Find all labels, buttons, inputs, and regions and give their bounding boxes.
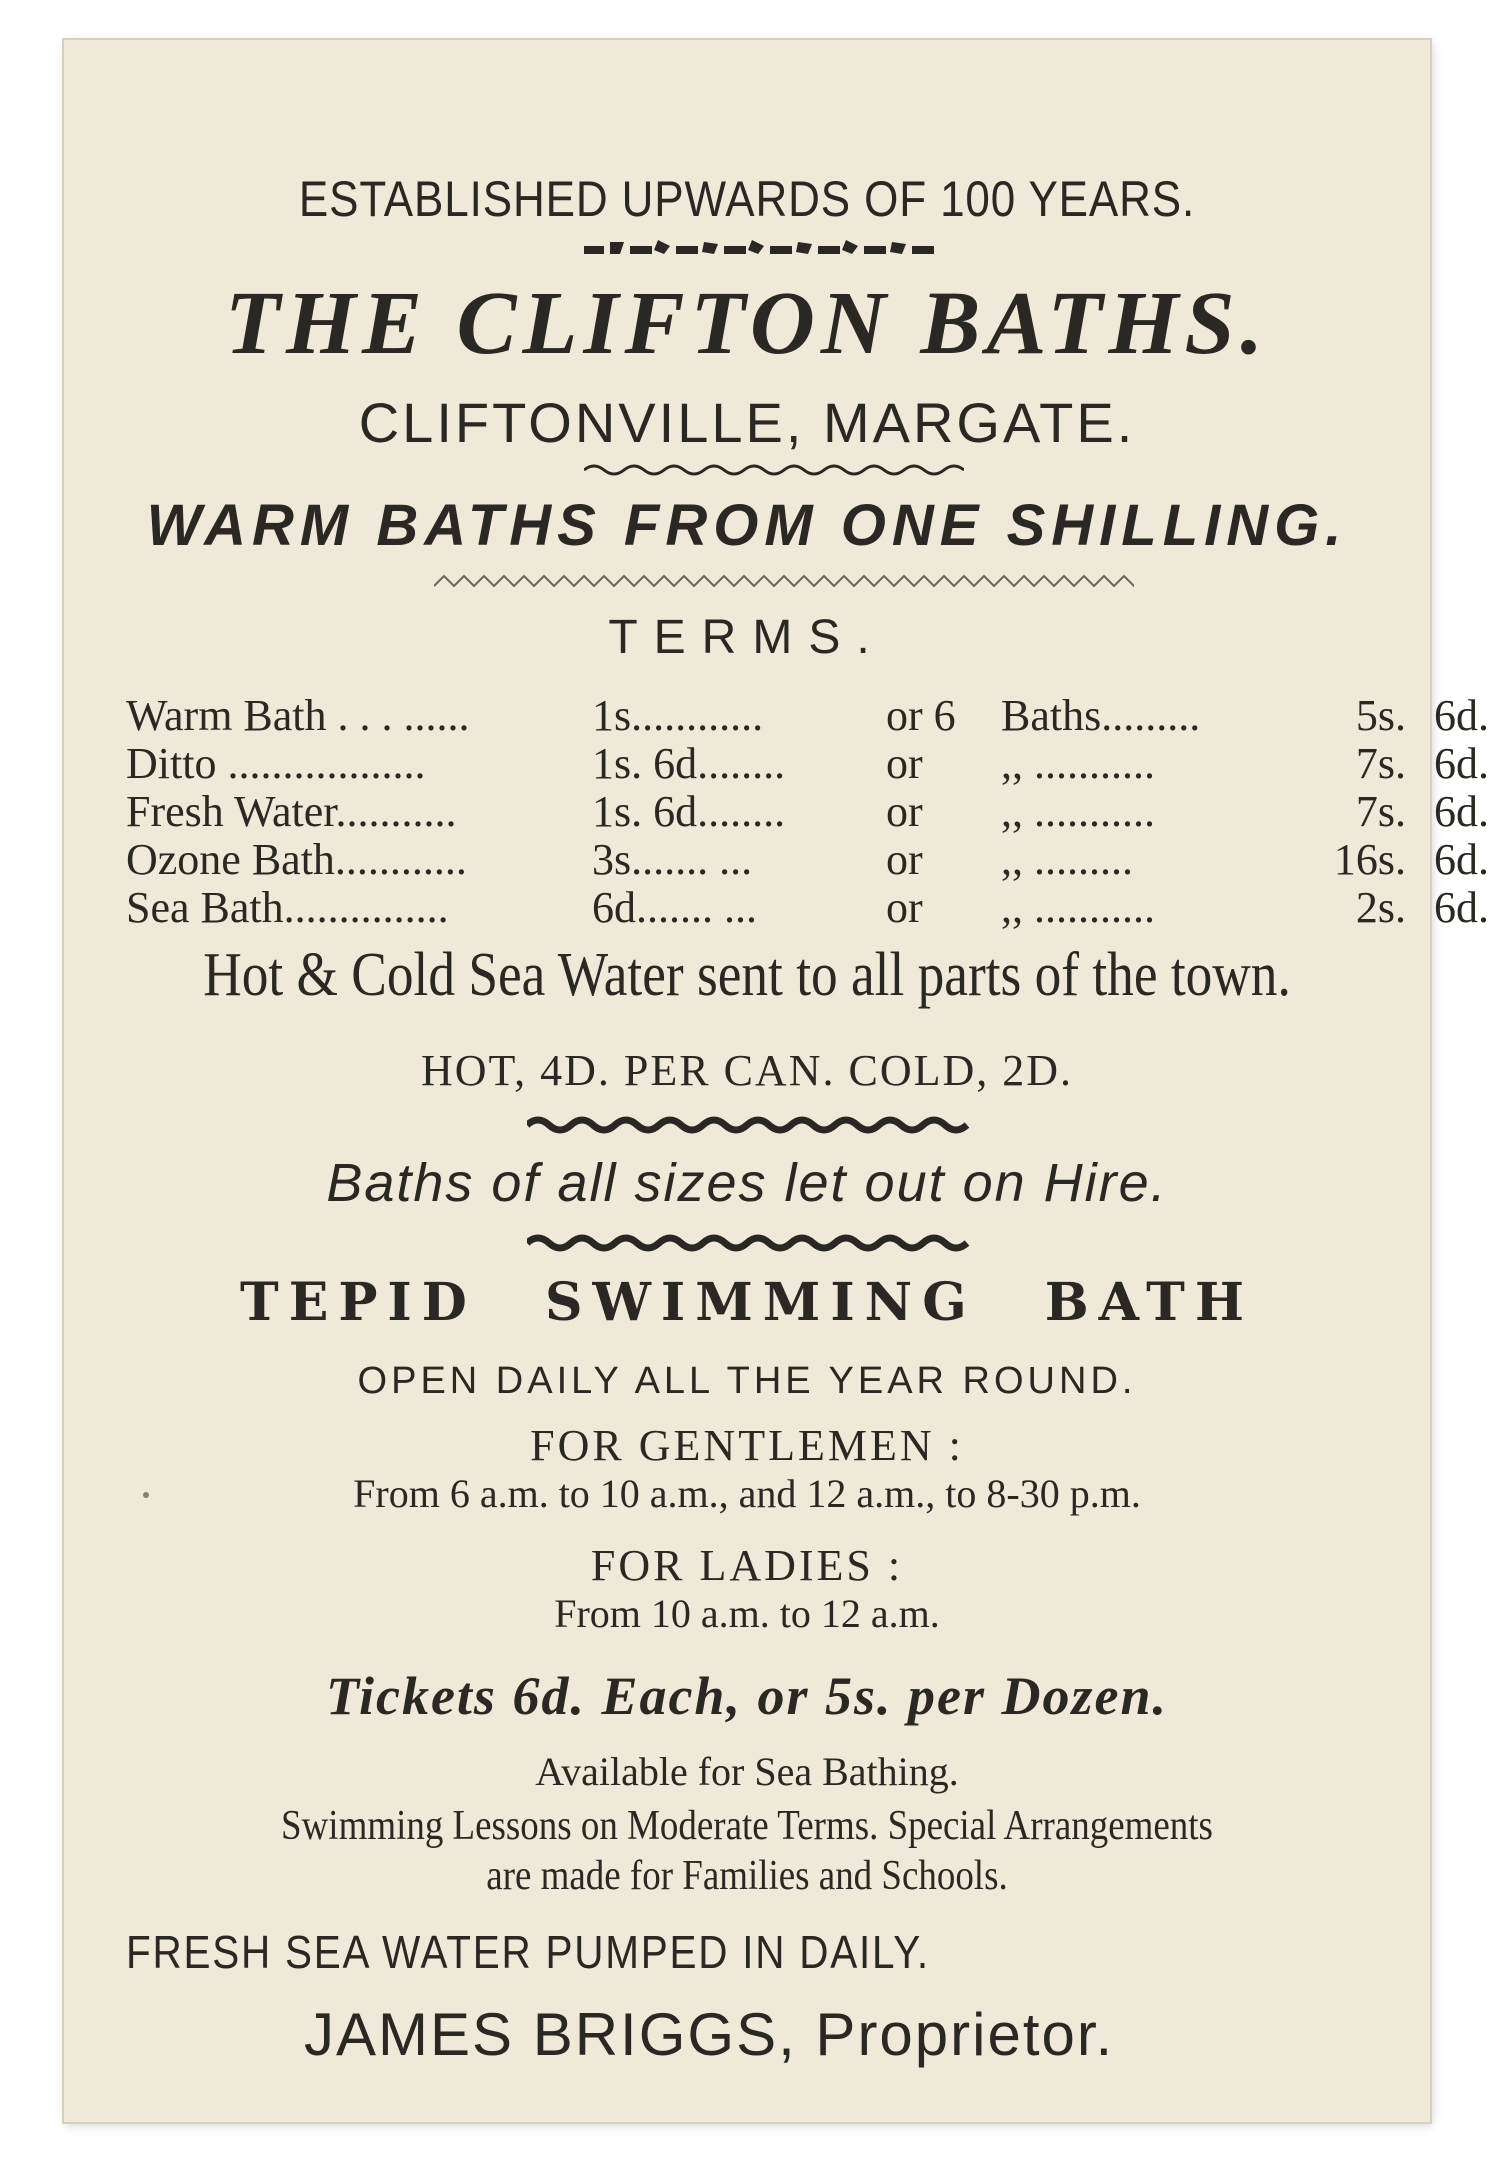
terms-label: Fresh Water...........	[126, 787, 457, 836]
location-line: CLIFTONVILLE, MARGATE.	[358, 391, 1136, 454]
terms-total: 2s.	[1355, 883, 1406, 932]
swimming-heading: TEPID SWIMMING BATH	[240, 1272, 1254, 1333]
business-title: THE CLIFTON BATHS.	[224, 274, 1270, 373]
terms-label: Ozone Bath............	[126, 835, 467, 884]
established-line: ESTABLISHED UPWARDS OF 100 YEARS.	[298, 171, 1196, 227]
terms-pence: 6d.	[1434, 835, 1489, 884]
ornament-band-icon	[584, 236, 944, 262]
ladies-heading: FOR LADIES :	[590, 1541, 904, 1590]
open-daily-line: OPEN DAILY ALL THE YEAR ROUND.	[357, 1360, 1137, 1402]
terms-pence: 6d.	[1434, 739, 1489, 788]
lessons-line-2: are made for Families and Schools.	[486, 1853, 1008, 1899]
terms-row	[126, 834, 1489, 884]
available-line: Available for Sea Bathing.	[535, 1749, 959, 1794]
terms-label: Ditto ..................	[126, 739, 426, 788]
gentlemen-times: From 6 a.m. to 10 a.m., and 12 a.m., to 8-30 p.m.	[353, 1471, 1141, 1516]
terms-heading: TERMS.	[608, 611, 886, 664]
terms-or: or	[886, 835, 923, 884]
terms-label: Sea Bath...............	[126, 883, 449, 932]
lessons-line-1: Swimming Lessons on Moderate Terms. Special Arrangements	[281, 1803, 1213, 1849]
terms-price: 1s. 6d........	[592, 739, 786, 788]
terms-or: or	[886, 883, 923, 932]
sea-water-headline: Hot & Cold Sea Water sent to all parts of the town.	[203, 941, 1291, 1009]
terms-price: 1s. 6d........	[592, 787, 786, 836]
ladies-times: From 10 a.m. to 12 a.m.	[554, 1591, 940, 1636]
terms-baths: ,, ...........	[1001, 787, 1155, 836]
wavy-rule-icon	[584, 460, 964, 480]
terms-baths: ,, .........	[1001, 835, 1133, 884]
tickets-line: Tickets 6d. Each, or 5s. per Dozen.	[326, 1666, 1168, 1726]
terms-baths: Baths.........	[1001, 691, 1201, 740]
terms-or: or	[886, 787, 923, 836]
terms-total: 7s.	[1355, 787, 1406, 836]
terms-pence: 6d.	[1434, 691, 1489, 740]
wave-rule-icon	[527, 1114, 977, 1136]
terms-price: 6d....... ...	[592, 883, 757, 932]
terms-baths: ,, ...........	[1001, 739, 1155, 788]
terms-pence: 6d.	[1434, 787, 1489, 836]
fresh-water-line: FRESH SEA WATER PUMPED IN DAILY.	[126, 1926, 930, 1978]
advertising-card	[64, 40, 1489, 2122]
proprietor-line: JAMES BRIGGS, Proprietor.	[304, 2001, 1115, 2068]
terms-or: or 6	[886, 691, 956, 740]
terms-price: 1s............	[592, 691, 764, 740]
terms-or: or	[886, 739, 923, 788]
terms-total: 16s.	[1333, 835, 1406, 884]
terms-row	[126, 882, 1489, 932]
terms-row	[126, 786, 1489, 836]
terms-total: 7s.	[1355, 739, 1406, 788]
zigzag-rule-icon	[434, 572, 1134, 590]
terms-pence: 6d.	[1434, 883, 1489, 932]
terms-baths: ,, ...........	[1001, 883, 1155, 932]
warm-baths-line: WARM BATHS FROM ONE SHILLING.	[146, 493, 1348, 558]
terms-label: Warm Bath . . . ......	[126, 691, 470, 740]
terms-total: 5s.	[1355, 691, 1406, 740]
hire-line: Baths of all sizes let out on Hire.	[326, 1153, 1168, 1213]
terms-row	[126, 690, 1489, 740]
terms-row	[126, 738, 1489, 788]
gentlemen-heading: FOR GENTLEMEN :	[530, 1421, 964, 1470]
sea-water-prices: HOT, 4D. PER CAN. COLD, 2D.	[420, 1046, 1074, 1095]
terms-price: 3s....... ...	[592, 835, 753, 884]
wave-rule-icon	[527, 1232, 977, 1254]
